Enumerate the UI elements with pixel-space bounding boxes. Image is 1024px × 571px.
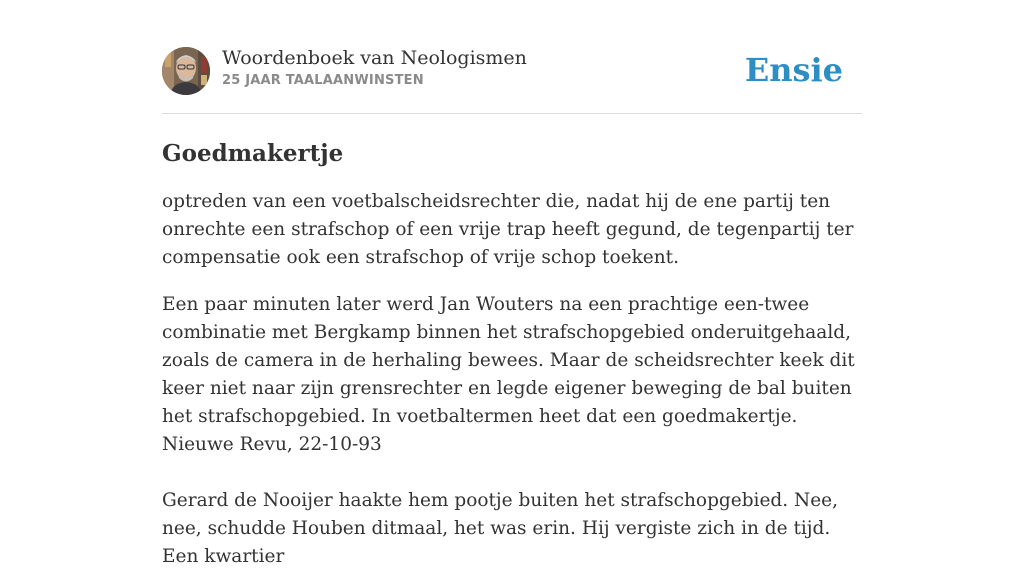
author-avatar[interactable] bbox=[162, 47, 210, 95]
brand-logo[interactable]: Ensie bbox=[744, 51, 843, 89]
avatar-portrait-icon bbox=[162, 47, 210, 95]
author-info bbox=[222, 46, 527, 91]
article-container bbox=[162, 46, 862, 571]
author-name[interactable]: Woordenboek van Neologismen bbox=[222, 47, 527, 69]
author-subtitle: 25 JAAR TAALAANWINSTEN bbox=[222, 73, 424, 88]
entry-definition: optreden van een voetbalscheidsrechter die, nadat hij de ene partij ten onrechte een strafschop of een vrije trap heeft gegund, de tegenpartij ter compensatie ook een strafschop of vrije schop toekent. bbox=[162, 191, 854, 268]
author-header bbox=[162, 46, 862, 114]
entry-title: Goedmakertje bbox=[162, 140, 344, 167]
entry-quote: Een paar minuten later werd Jan Wouters na een prachtige een-twee combinatie met Bergkamp binnen het strafschopgebied onderuitgehaald, zoals de camera in de herhaling bewees. Maar de scheidsrechter keek dit keer niet naar zijn grensrechter en legde eigener beweging de bal buiten het strafschopgebied. In voetbaltermen heet dat een goedmakertje. Nieuwe Revu, 22-10-93 bbox=[162, 294, 855, 455]
entry-quote: Gerard de Nooijer haakte hem pootje buiten het strafschopgebied. Nee, nee, schudde Houben ditmaal, het was erin. Hij vergiste zich in de tijd. Een kwartier bbox=[162, 490, 838, 567]
